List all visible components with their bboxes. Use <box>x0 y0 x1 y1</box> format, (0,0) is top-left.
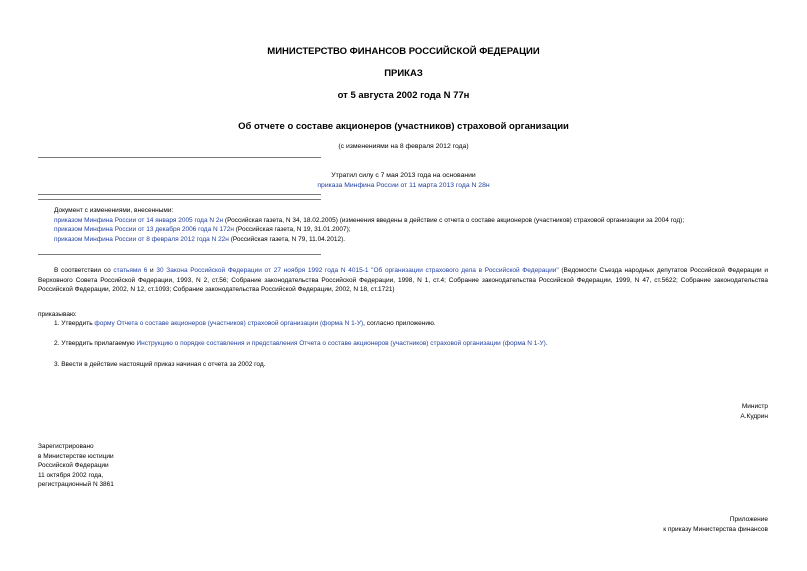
amendment-link-1[interactable]: приказом Минфина России от 14 января 2005 года N 2н <box>54 216 224 224</box>
order-intro: приказываю: <box>38 311 77 318</box>
report-form-link[interactable]: форму Отчета о составе акционеров (участников) страховой организации (форма N 1-У) <box>94 320 364 327</box>
amendments-intro: Документ с изменениями, внесенными: <box>54 207 174 214</box>
amendment-item: приказом Минфина России от 14 января 2005 года N 2н (Российская газета, N 34, 18.02.2005) (изменения введены в действие с отчета о составе акционеров (участников) страховой организации за 2004 год); <box>54 216 685 224</box>
basis-paragraph: В соответствии со статьями 6 и 30 Закона Российской Федерации от 27 ноября 1992 года N 4015-1 "Об организации страхового дела в Российской Федерации" (Ведомости Съезда народных депутатов Российской Федерации и Верховного Совета Российской Федерации, 1993, N 2, ст.56; Собрание законодательства Российской Федерации, 1998, N 1, ст.4; Собрание законодательства Российской Федерации, 1999, N 47, ст.5622; Собрание законодательства Российской Федерации, 2002, N 12, ст.1093; Собрание законодательства Российской Федерации, 2002, N 18, ст.1721) <box>38 267 768 293</box>
appendix-label: Приложение <box>729 516 768 523</box>
ministry-heading: МИНИСТЕРСТВО ФИНАНСОВ РОССИЙСКОЙ ФЕДЕРАЦИИ <box>267 46 540 57</box>
divider <box>38 157 321 158</box>
registration-block: Зарегистрировано в Министерстве юстиции Российской Федерации 11 октября 2002 года, регистрационный N 3861 <box>38 443 114 488</box>
amendment-item: приказом Минфина России от 13 декабря 2006 года N 172н (Российская газета, N 19, 31.01.2007); <box>54 226 351 233</box>
order-item-3: 3. Ввести в действие настоящий приказ начиная с отчета за 2002 год. <box>54 361 266 368</box>
amendment-link-3[interactable]: приказом Минфина России от 8 февраля 2012 года N 22н <box>54 235 229 243</box>
order-item-2: 2. Утвердить прилагаемую Инструкцию о порядке составления и представления Отчета о составе акционеров (участников) страховой организации (форма N 1-У). <box>54 340 548 347</box>
signatory-role: Министр <box>741 403 768 410</box>
amendment-link-2[interactable]: приказом Минфина России от 13 декабря 2006 года N 172н <box>54 226 234 233</box>
amendments-block <box>54 206 774 244</box>
divider <box>38 194 321 195</box>
date-number-heading: от 5 августа 2002 года N 77н <box>337 90 470 101</box>
order-item-1: 1. Утвердить форму Отчета о составе акционеров (участников) страховой организации (форма N 1-У), согласно приложению. <box>54 320 436 327</box>
lapsed-text: Утратил силу с 7 мая 2013 года на основании <box>331 172 476 179</box>
document-title: Об отчете о составе акционеров (участников) страховой организации <box>238 121 569 132</box>
instruction-link[interactable]: Инструкцию о порядке составления и представления Отчета о составе акционеров (участников) страховой организации (форма N 1-У) <box>136 340 546 347</box>
appendix-block <box>663 515 768 534</box>
divider <box>38 199 321 200</box>
doc-type-heading: ПРИКАЗ <box>384 68 423 79</box>
amendment-note: (с изменениями на 8 февраля 2012 года) <box>338 143 469 150</box>
divider <box>38 254 321 255</box>
amendment-item: приказом Минфина России от 8 февраля 2012 года N 22н (Российская газета, N 79, 11.04.2012). <box>54 235 346 243</box>
appendix-reference: к приказу Министерства финансов <box>663 525 768 533</box>
law-article-30-link[interactable]: 30 Закона Российской Федерации от 27 ноября 1992 года N 4015-1 "Об организации страхового дела в Российской Федерации" <box>156 267 559 274</box>
signature-block <box>740 402 768 421</box>
lapsed-order-link[interactable]: приказа Минфина России от 11 марта 2013 года N 28н <box>317 182 490 189</box>
signatory-name: А.Кудрин <box>740 412 768 420</box>
law-article-6-link[interactable]: статьями 6 <box>113 267 148 274</box>
